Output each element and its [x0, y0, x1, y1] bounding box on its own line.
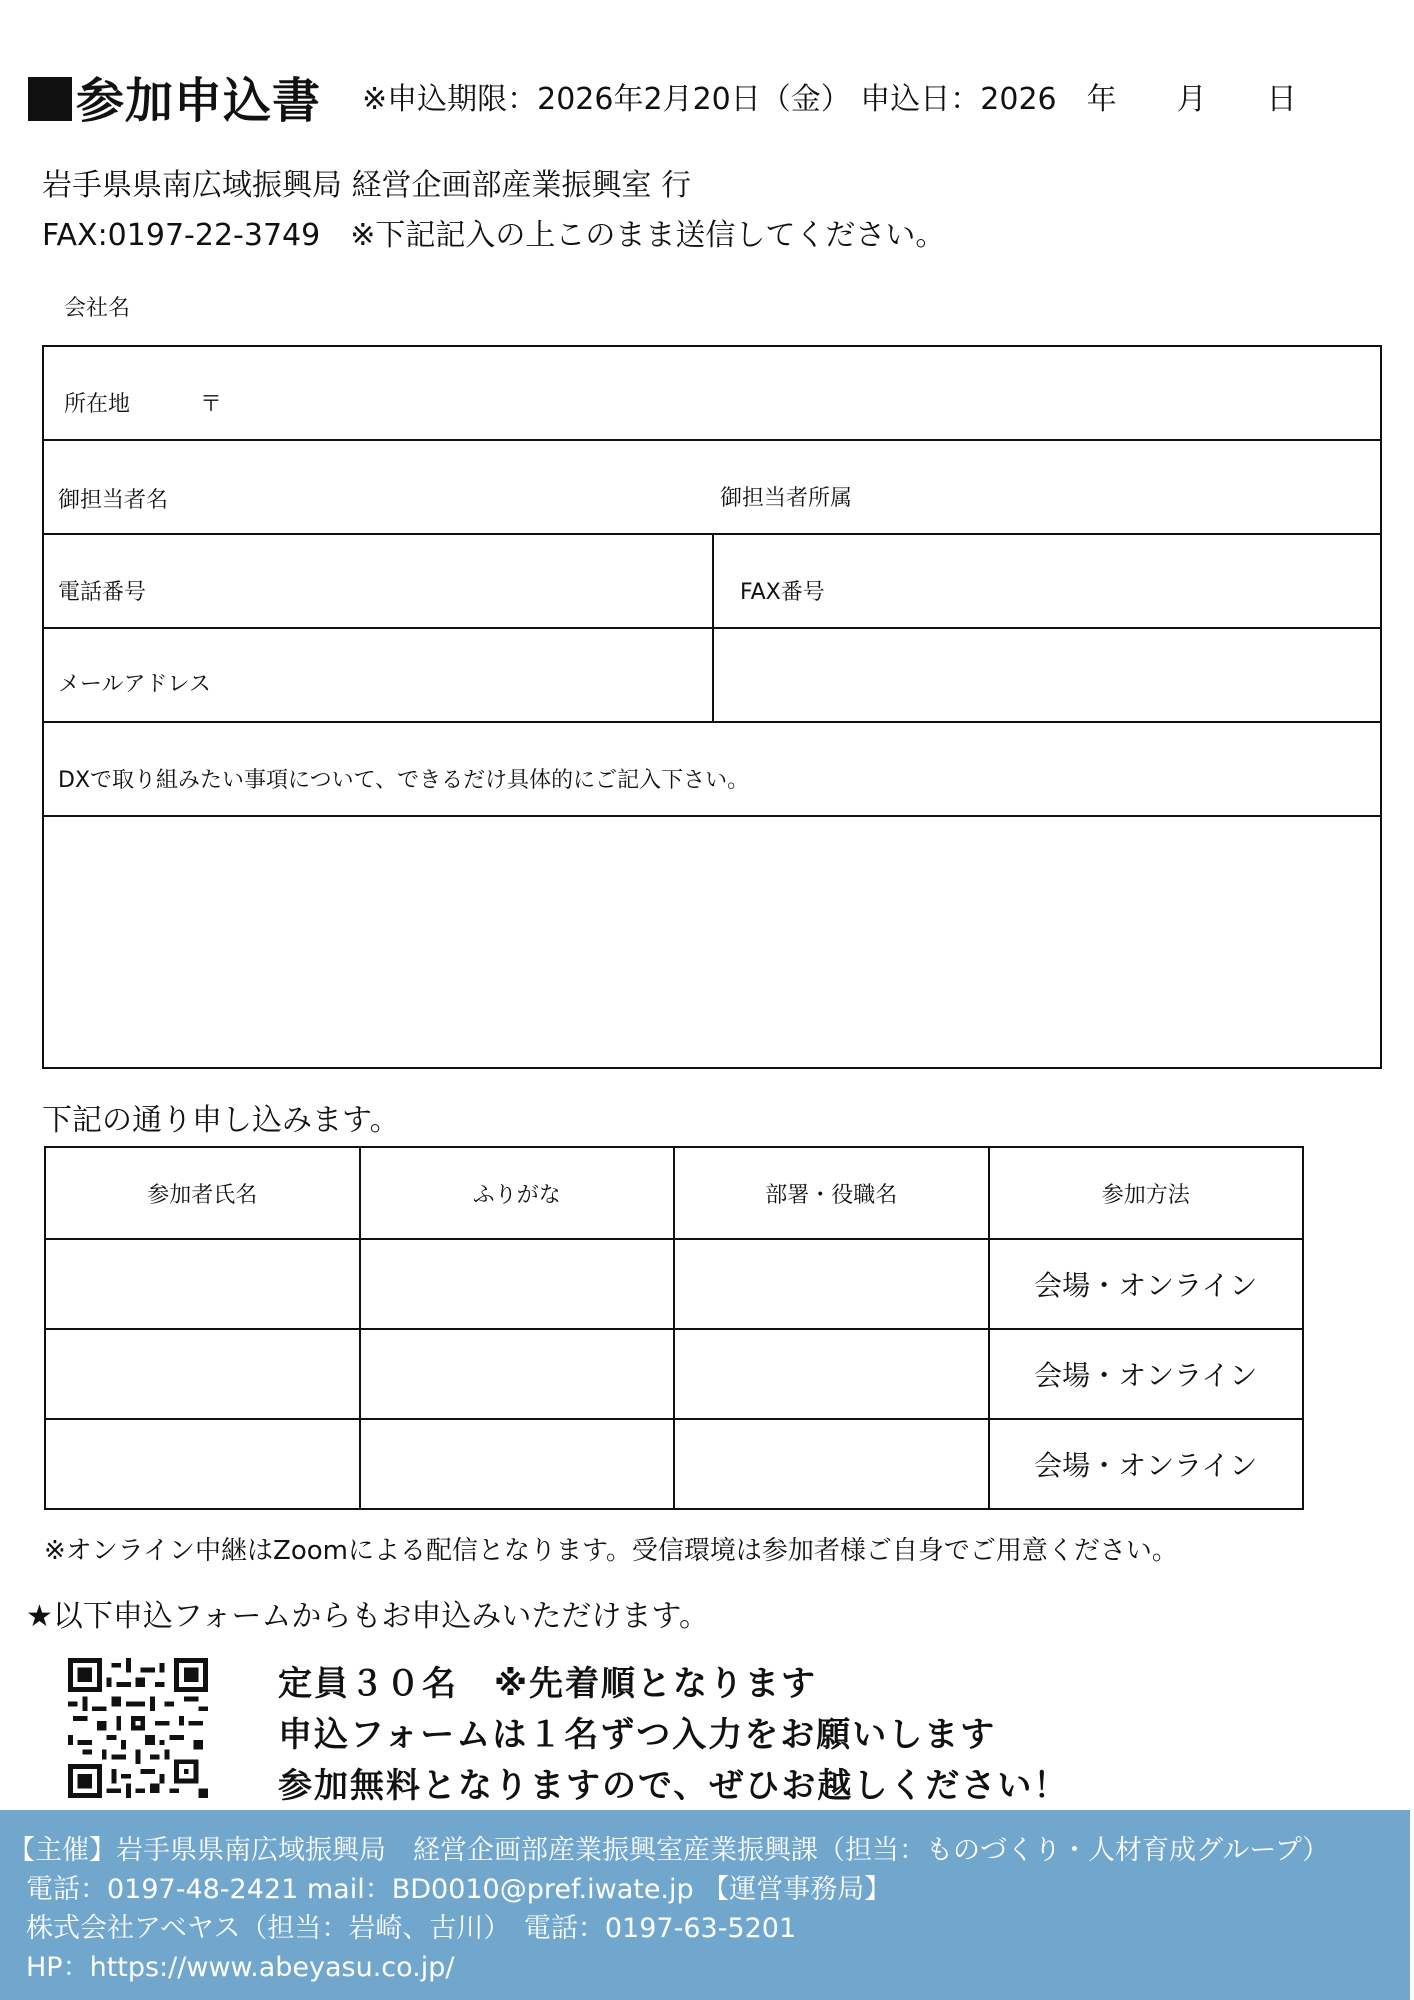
- department-cell[interactable]: [674, 1419, 989, 1509]
- column-header: 参加方法: [989, 1147, 1304, 1239]
- footer: [0, 1810, 1410, 2000]
- table-row: [45, 1239, 1303, 1329]
- participants-table: [44, 1146, 1304, 1510]
- table-row: [45, 1329, 1303, 1419]
- qr-code-icon[interactable]: [68, 1658, 208, 1798]
- dx-label-row: [42, 721, 1382, 817]
- method-cell[interactable]: 会場・オンライン: [989, 1239, 1304, 1329]
- furigana-cell[interactable]: [360, 1329, 675, 1419]
- department-cell[interactable]: [674, 1239, 989, 1329]
- free-admission-line: 参加無料となりますので、ぜひお越しください！: [278, 1766, 1070, 1806]
- one-per-form-line: 申込フォームは１名ずつ入力をお願いします: [278, 1715, 997, 1755]
- column-header: 参加者氏名: [45, 1147, 360, 1239]
- dx-textarea[interactable]: [42, 815, 1382, 1069]
- email-input-cell[interactable]: [712, 627, 1382, 723]
- participant-name-cell[interactable]: [45, 1419, 360, 1509]
- method-cell[interactable]: 会場・オンライン: [989, 1419, 1304, 1509]
- fax-label: FAX番号: [740, 580, 825, 605]
- email-label: メールアドレス: [58, 672, 211, 697]
- column-header: 部署・役職名: [674, 1147, 989, 1239]
- phone-cell[interactable]: [42, 533, 714, 629]
- contact-row: [42, 439, 1382, 535]
- online-form-notice: ★以下申込フォームからもお申込みいただけます。: [26, 1599, 709, 1634]
- contact-name-label: 御担当者名: [58, 488, 169, 513]
- participant-name-cell[interactable]: [45, 1329, 360, 1419]
- furigana-cell[interactable]: [360, 1239, 675, 1329]
- company-name-field[interactable]: [200, 278, 1380, 338]
- dx-label: DXで取り組みたい事項について、できるだけ具体的にご記入下さい。: [58, 768, 750, 793]
- page-title: 参加申込書: [28, 62, 321, 131]
- contact-dept-label: 御担当者所属: [720, 486, 853, 511]
- table-header-row: [45, 1147, 1303, 1239]
- participants-heading: 下記の通り申し込みます。: [42, 1103, 400, 1138]
- method-cell[interactable]: 会場・オンライン: [989, 1329, 1304, 1419]
- recipient-address: 岩手県県南広域振興局 経営企画部産業振興室 行: [42, 168, 692, 203]
- email-label-cell[interactable]: [42, 627, 714, 723]
- furigana-cell[interactable]: [360, 1419, 675, 1509]
- participant-name-cell[interactable]: [45, 1239, 360, 1329]
- location-label: 所在地: [64, 392, 131, 417]
- online-note: ※オンライン中継はZoomによる配信となります。受信環境は参加者様ご自身でご用意ください。: [44, 1536, 1178, 1566]
- recipient-fax: FAX:0197-22-3749 ※下記記入の上このまま送信してください。: [42, 218, 946, 253]
- footer-organizer: 【主催】岩手県県南広域振興局 経営企画部産業振興室産業振興課（担当：ものづくり・人材育成グループ）: [8, 1835, 1330, 1866]
- black-square-icon: [28, 77, 72, 121]
- footer-operator: 株式会社アベヤス（担当：岩崎、古川） 電話：0197-63-5201: [26, 1913, 797, 1944]
- footer-contact: 電話：0197-48-2421 mail：BD0010@pref.iwate.jp 【運営事務局】: [26, 1874, 892, 1905]
- capacity-line: 定員３０名 ※先着順となります: [278, 1664, 818, 1704]
- postal-mark: 〒: [200, 392, 223, 417]
- column-header: ふりがな: [360, 1147, 675, 1239]
- department-cell[interactable]: [674, 1329, 989, 1419]
- company-name-label: 会社名: [64, 296, 131, 321]
- table-row: [45, 1419, 1303, 1509]
- deadline-line: ※申込期限：2026年2月20日（金） 申込日：2026 年 月 日: [362, 82, 1297, 117]
- location-row[interactable]: [42, 345, 1382, 441]
- fax-cell[interactable]: [712, 533, 1382, 629]
- phone-label: 電話番号: [58, 580, 147, 605]
- footer-homepage-link[interactable]: HP：https://www.abeyasu.co.jp/: [26, 1952, 455, 1983]
